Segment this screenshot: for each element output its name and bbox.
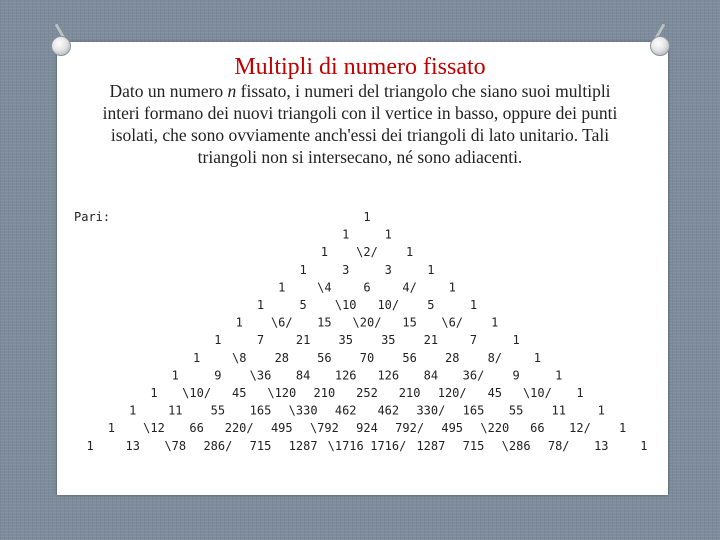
triangle-cell: 126 [334,368,357,383]
triangle-cell: 3 [384,262,392,277]
triangle-cell: 1 [86,438,94,453]
triangle-cell: 1 [512,333,520,348]
triangle-cell: 56 [317,350,332,365]
triangle-cell: 924 [356,421,378,436]
triangle-cell: 462 [377,403,400,418]
triangle-cell: 10/ [377,298,400,312]
triangle-cell: 120/ [437,386,467,400]
triangle-cell: 1 [107,421,116,436]
triangle-cell: 1 [555,368,563,383]
triangle-cell: 495 [270,421,293,436]
triangle-cell: 36/ [462,368,485,383]
triangle-cell: 21 [423,333,439,348]
triangle-cell: \10 [334,298,357,312]
triangle-cell: 3 [342,262,350,277]
triangle-cell: 78/ [547,438,570,453]
triangle-cell: 1 [384,227,392,242]
triangle-cell: 1 [640,438,648,453]
triangle-cell: 220/ [224,421,254,436]
triangle-cell: 1 [299,262,307,277]
triangle-cell: 8/ [487,350,503,365]
triangle-cell: \6/ [270,315,293,330]
triangle-cell: 210 [313,386,336,400]
triangle-cell: 495 [441,421,464,436]
triangle-cell: \4 [317,280,332,295]
triangle-cell: 1 [448,280,456,295]
triangle-cell: \330 [288,403,318,418]
triangle-cell: 35 [338,333,353,348]
triangle-cell: 165 [249,403,272,418]
triangle-cell: 11 [168,403,183,418]
triangle-cell: \1716 [327,438,364,453]
triangle-cell: 1287 [288,438,318,453]
triangle-cell: 28 [444,350,460,365]
triangle-cell: 45 [231,386,247,400]
triangle-cell: \10/ [522,386,552,400]
triangle-cell: 5 [427,298,435,312]
pascal-triangle-figure [66,203,664,468]
triangle-cell: 1 [171,368,179,383]
triangle-cell: 9 [214,368,222,383]
triangle-cell: 1 [320,245,329,260]
paragraph-text-after: fissato, i numeri del triangolo che siano suoi multipli interi formano dei nuovi triangoli con il vertice in basso, oppure dei punti isolati, che sono ovviamente anch'essi dei triangoli di lato unitario. Tali triangoli non si intersecano, né sono adiacenti. [102,81,618,167]
triangle-cell: 462 [334,403,357,418]
triangle-cell: 1 [405,245,414,260]
triangle-cell: 55 [508,403,524,418]
triangle-cell: 715 [249,438,272,453]
triangle-cell: 4/ [402,280,417,295]
triangle-cell: \792 [309,421,339,436]
triangle-cell: 252 [356,386,378,400]
triangle-cell: 11 [551,403,566,418]
triangle-cell: 55 [210,403,226,418]
triangle-cell: \8 [231,350,247,365]
paragraph-text-before: Dato un numero [109,81,228,101]
triangle-cell: 1 [214,333,222,348]
triangle-cell: 1 [235,315,243,330]
triangle-cell: 5 [299,298,307,312]
triangle-cell: 1 [129,403,137,418]
triangle-cell: 210 [398,386,421,400]
triangle-cell: 7 [256,333,265,348]
triangle-cell: \36 [249,368,272,383]
triangle-cell: \286 [501,438,531,453]
triangle-cell: 9 [512,368,520,383]
triangle-cell: 21 [295,333,311,348]
triangle-cell: 84 [295,368,311,383]
triangle-cell: 1 [278,280,286,295]
triangle-cell: 1 [256,298,265,312]
triangle-cell: 1 [342,227,350,242]
triangle-cell: 1 [469,298,478,312]
triangle-cell: 13 [594,438,609,453]
triangle-cell: 56 [402,350,417,365]
triangle-cell: 12/ [569,421,591,436]
triangle-cell: 1 [533,350,542,365]
slide-paragraph [98,80,622,168]
triangle-cell: 286/ [203,438,233,453]
triangle-cell: \12 [143,421,165,436]
triangle-cell: 13 [125,438,140,453]
triangle-cell: 1 [427,262,435,277]
triangle-cell: \20/ [352,315,382,330]
triangle-cell: 7 [469,333,478,348]
triangle-cell: 70 [359,350,375,365]
triangle-cell: \10/ [182,386,212,400]
triangle-cell: 15 [402,315,417,330]
triangle-cell: 66 [530,421,545,436]
triangle-cell: 35 [381,333,396,348]
triangle-cell: 1 [576,386,584,400]
triangle-cell: \78 [164,438,187,453]
triangle-cell: 84 [423,368,439,383]
triangle-cell: 1 [618,421,627,436]
paragraph-variable-n: n [227,81,237,101]
triangle-cell: 1716/ [370,438,407,453]
triangle-cell: \220 [480,421,510,436]
triangle-cell: 1 [491,315,499,330]
triangle-cell: 1 [192,350,201,365]
triangle-cell: 1 [363,210,371,224]
slide-title: Multipli di numero fissato [234,54,486,80]
triangle-cell: 1 [150,386,158,400]
triangle-cell: \120 [267,386,297,400]
triangle-cell: 792/ [395,421,425,436]
triangle-cell: 45 [487,386,503,400]
triangle-cell: 126 [377,368,400,383]
triangle-cell: 66 [189,421,204,436]
triangle-cell: \2/ [356,245,378,260]
triangle-cell: 715 [462,438,485,453]
pascal-triangle-svg [66,203,664,468]
triangle-label: Pari: [74,210,111,224]
triangle-cell: 330/ [416,403,446,418]
triangle-cell: 165 [462,403,485,418]
triangle-cell: 6 [363,280,371,295]
triangle-cell: 28 [274,350,290,365]
triangle-cell: \6/ [441,315,464,330]
triangle-cell: 15 [317,315,332,330]
triangle-cell: 1 [597,403,605,418]
triangle-cell: 1287 [416,438,446,453]
